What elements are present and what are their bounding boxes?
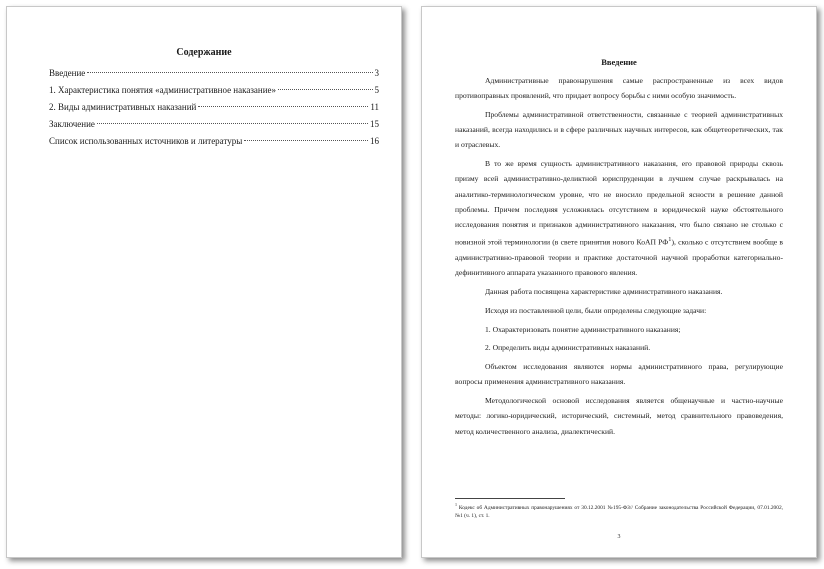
toc-leader-dots xyxy=(244,140,368,141)
toc-item-label: 2. Виды административных наказаний xyxy=(49,102,197,112)
footnote xyxy=(455,501,783,520)
toc-item-label: Список использованных источников и литературы xyxy=(49,136,243,146)
toc-item-page: 3 xyxy=(374,68,379,78)
toc-item-label: Введение xyxy=(49,68,86,78)
intro-page xyxy=(421,6,817,558)
paragraph: 2. Определить виды административных наказаний. xyxy=(485,343,651,353)
toc-item-page: 5 xyxy=(374,85,379,95)
paragraph-text: В то же время сущность административного наказания, его правовой природы сквозь призму всей административно-деликтной юриспруденции в лучшем случае раскрывалась на аналитико-терминологическом уровне, что не вносило предельной ясности в решение данной проблемы. Причем последняя усложнялась отсутствием в юридической науке обстоятельного исследования понятия и признаков административного наказания, что было связано не столько с новизной этой терминологии (в свете принятия нового КоАП РФ xyxy=(455,159,783,247)
toc-leader-dots xyxy=(97,123,368,124)
page-number: 3 xyxy=(617,534,621,540)
toc-item-label: Заключение xyxy=(49,119,95,129)
toc-item-chapter-2[interactable] xyxy=(49,99,379,116)
toc-leader-dots xyxy=(198,106,368,107)
toc-item-intro[interactable] xyxy=(49,65,379,82)
toc-page xyxy=(6,6,402,558)
toc-item-page: 16 xyxy=(370,136,379,146)
paragraph: Исходя из поставленной цели, были определены следующие задачи: xyxy=(485,305,707,315)
toc-list xyxy=(49,65,379,150)
paragraph: Проблемы административной ответственности, связанные с теорией административных наказаний, всегда находились и в сфере различных научных интересов, как общетеоретических, так и отраслевых. xyxy=(455,110,783,150)
paragraph: Данная работа посвящена характеристике административного наказания. xyxy=(485,286,723,296)
toc-item-page: 11 xyxy=(370,102,379,112)
footnote-marker: 1 xyxy=(455,502,457,507)
toc-item-conclusion[interactable] xyxy=(49,116,379,133)
toc-leader-dots xyxy=(87,72,372,73)
toc-item-page: 15 xyxy=(370,119,379,129)
paragraph-text: ), сколько с отсутствием вообще в административно-правовой теории и практике достаточной научной проработки категориально-дефинитивного аппарата указанного правового явления. xyxy=(455,237,783,278)
toc-item-label: 1. Характеристика понятия «административное наказание» xyxy=(49,85,277,95)
toc-leader-dots xyxy=(278,89,372,90)
intro-title: Введение xyxy=(601,57,637,67)
paragraph: Объектом исследования являются нормы административного права, регулирующие вопросы применения административного наказания. xyxy=(455,362,783,387)
intro-body xyxy=(455,73,783,442)
toc-title: Содержание xyxy=(176,47,232,58)
footnote-reference[interactable]: 1 xyxy=(668,236,672,244)
paragraph: Административные правонарушения самые распространенные из всех видов противоправных проявлений, что придает вопросу борьбы с ними особую значимость. xyxy=(455,76,783,101)
toc-item-references[interactable] xyxy=(49,133,379,150)
footnote-separator xyxy=(455,498,565,499)
paragraph xyxy=(455,156,783,280)
paragraph: Методологической основой исследования является общенаучные и частно-научные методы: логико-юридический, исторический, системный, метод сравнительного правоведения, метод количественного анализа, диалектический. xyxy=(455,396,783,436)
footnote-text: Кодекс об Административных правонарушениях от 30.12.2001 №195-ФЗ// Собрание законодательства Российской Федерации, 07.01.2002, №1 (ч. 1), ст. 1. xyxy=(455,504,783,519)
paragraph: 1. Охарактеризовать понятие административного наказания; xyxy=(485,324,681,334)
toc-item-chapter-1[interactable] xyxy=(49,82,379,99)
